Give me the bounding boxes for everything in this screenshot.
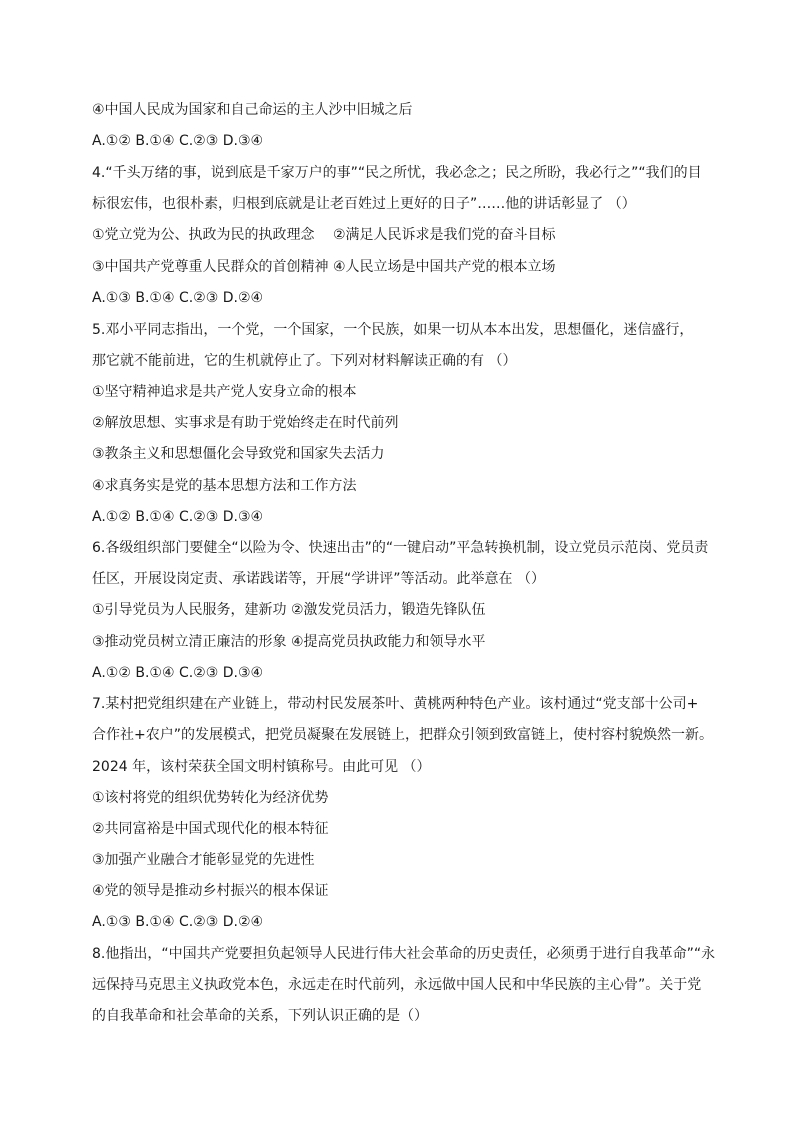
answer-choices-q5: A.①② B.①④ C.②③ D.③④ bbox=[92, 509, 264, 525]
question-5-option-4: ④求真务实是党的基本思想方法和工作方法 bbox=[92, 478, 357, 494]
question-6-options-3-4: ③推动党员树立清正廉洁的形象 ④提高党员执政能力和领导水平 bbox=[92, 634, 486, 650]
question-7-stem-line-3: 2024 年，该村荣获全国文明村镇称号。由此可见 （） bbox=[92, 759, 431, 775]
question-5-option-3: ③教条主义和思想僵化会导致党和国家失去活力 bbox=[92, 446, 385, 462]
question-7-option-1: ①该村将党的组织优势转化为经济优势 bbox=[92, 790, 329, 806]
question-7-stem-line-2: 合作社+农户”的发展模式，把党员凝聚在发展链上，把群众引领到致富链上，使村容村貌焕然一新。 bbox=[92, 727, 713, 743]
question-7-option-2: ②共同富裕是中国式现代化的根本特征 bbox=[92, 821, 329, 837]
question-4-options-1-2: ①党立党为公、执政为民的执政理念 ②满足人民诉求是我们党的奋斗目标 bbox=[92, 227, 556, 243]
question-5-stem-line-2: 那它就不能前进，它的生机就停止了。下列对材料解读正确的有 （） bbox=[92, 353, 517, 369]
answer-choices-q7: A.①③ B.①④ C.②③ D.②④ bbox=[92, 914, 264, 930]
question-6-stem-line-1: 6.各级组织部门要健全“以险为令、快速出击”的“一键启动”平急转换机制，设立党员示范岗、党员责 bbox=[92, 540, 709, 556]
answer-choices-q6: A.①② B.①④ C.②③ D.③④ bbox=[92, 665, 264, 681]
question-6-stem-line-2: 任区，开展设岗定责、承诺践诺等，开展“学讲评”等活动。此举意在 （） bbox=[92, 571, 545, 587]
question-5-option-2: ②解放思想、实事求是有助于党始终走在时代前列 bbox=[92, 415, 399, 431]
question-7-option-4: ④党的领导是推动乡村振兴的根本保证 bbox=[92, 883, 329, 899]
question-4-options-3-4: ③中国共产党尊重人民群众的首创精神 ④人民立场是中国共产党的根本立场 bbox=[92, 259, 556, 275]
question-7-stem-line-1: 7.某村把党组织建在产业链上，带动村民发展茶叶、黄桃两种特色产业。该村通过“党支部十公司+ bbox=[92, 696, 699, 712]
answer-choices-q4: A.①③ B.①④ C.②③ D.②④ bbox=[92, 290, 264, 306]
answer-choices-q3: A.①② B.①④ C.②③ D.③④ bbox=[92, 133, 264, 149]
question-7-option-3: ③加强产业融合才能彰显党的先进性 bbox=[92, 852, 315, 868]
question-6-options-1-2: ①引导党员为人民服务，建新功 ②激发党员活力，锻造先锋队伍 bbox=[92, 602, 486, 618]
question-5-option-1: ①坚守精神追求是共产党人安身立命的根本 bbox=[92, 384, 357, 400]
question-5-stem-line-1: 5.邓小平同志指出，一个党，一个国家，一个民族，如果一切从本本出发，思想僵化，迷信盛行， bbox=[92, 322, 694, 338]
question-4-stem-line-1: 4.“千头万绪的事，说到底是千家万户的事”“民之所忧，我必念之；民之所盼，我必行之”“我们的目 bbox=[92, 165, 702, 181]
question-8-stem-line-2: 远保持马克思主义执政党本色，永远走在时代前列，永远做中国人民和中华民族的主心骨”。关于党 bbox=[92, 977, 702, 993]
option-statement-4: ④中国人民成为国家和自己命运的主人沙中旧城之后 bbox=[92, 102, 413, 118]
question-8-stem-line-1: 8.他指出，“中国共产党要担负起领导人民进行伟大社会革命的历史责任，必须勇于进行自我革命”“永 bbox=[92, 946, 716, 962]
question-8-stem-line-3: 的自我革命和社会革命的关系，下列认识正确的是（） bbox=[92, 1008, 428, 1024]
question-4-stem-line-2: 标很宏伟，也很朴素，归根到底就是让老百姓过上更好的日子”……他的讲话彰显了 （） bbox=[92, 196, 636, 212]
